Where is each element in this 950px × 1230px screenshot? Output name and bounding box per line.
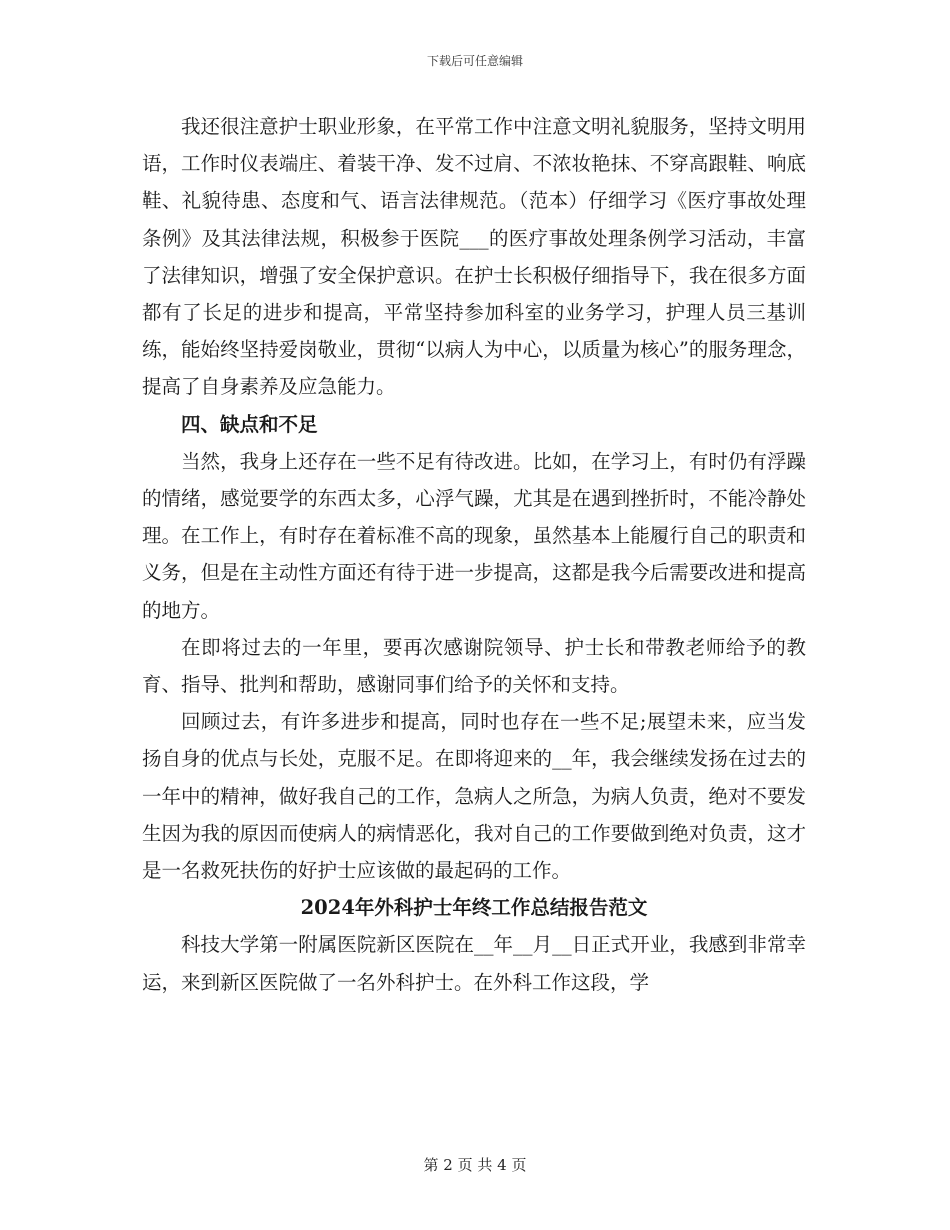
paragraph-outlook: 回顾过去，有许多进步和提高，同时也存在一些不足;展望未来，应当发扬自身的优点与长处，克服不足。在即将迎来的__年，我会继续发扬在过去的一年中的精神，做好我自己的工作，急病人之所急，为病人负责，绝对不要发生因为我的原因而使病人的病情恶化，我对自己的工作要做到绝对负责，这才是一名救死扶伤的好护士应该做的最起码的工作。	[142, 710, 806, 883]
page-header: 下载后可任意编辑	[426, 54, 523, 68]
article-title: 2024年外科护士年终工作总结报告范文	[300, 896, 648, 920]
paragraph-shortcomings: 当然，我身上还存在一些不足有待改进。比如，在学习上，有时仍有浮躁的情绪，感觉要学的东西太多，心浮气躁，尤其是在遇到挫折时，不能冷静处理。在工作上，有时存在着标准不高的现象，虽然基本上能履行自己的职责和义务，但是在主动性方面还有待于进一步提高，这都是我今后需要改进和提高的地方。	[142, 449, 806, 622]
document-body	[142, 108, 806, 1001]
page-footer: 第 2 页 共 4 页	[423, 1156, 527, 1174]
section-heading-shortcomings: 四、缺点和不足	[181, 412, 318, 436]
paragraph-thanks: 在即将过去的一年里，要再次感谢院领导、护士长和带教老师给予的教育、指导、批判和帮助，感谢同事们给予的关怀和支持。	[142, 635, 806, 697]
paragraph-professional-image: 我还很注意护士职业形象，在平常工作中注意文明礼貌服务，坚持文明用语，工作时仪表端庄、着装干净、发不过肩、不浓妆艳抹、不穿高跟鞋、响底鞋、礼貌待患、态度和气、语言法律规范。（范本）仔细学习《医疗事故处理条例》及其法律法规，积极参于医院___的医疗事故处理条例学习活动，丰富了法律知识，增强了安全保护意识。在护士长积极仔细指导下，我在很多方面都有了长足的进步和提高，平常坚持参加科室的业务学习，护理人员三基训练，能始终坚持爱岗敬业，贯彻“以病人为中心，以质量为核心”的服务理念，提高了自身素养及应急能力。	[142, 115, 806, 399]
paragraph-intro: 科技大学第一附属医院新区医院在__年__月__日正式开业，我感到非常幸运，来到新区医院做了一名外科护士。在外科工作这段，学	[142, 933, 806, 994]
